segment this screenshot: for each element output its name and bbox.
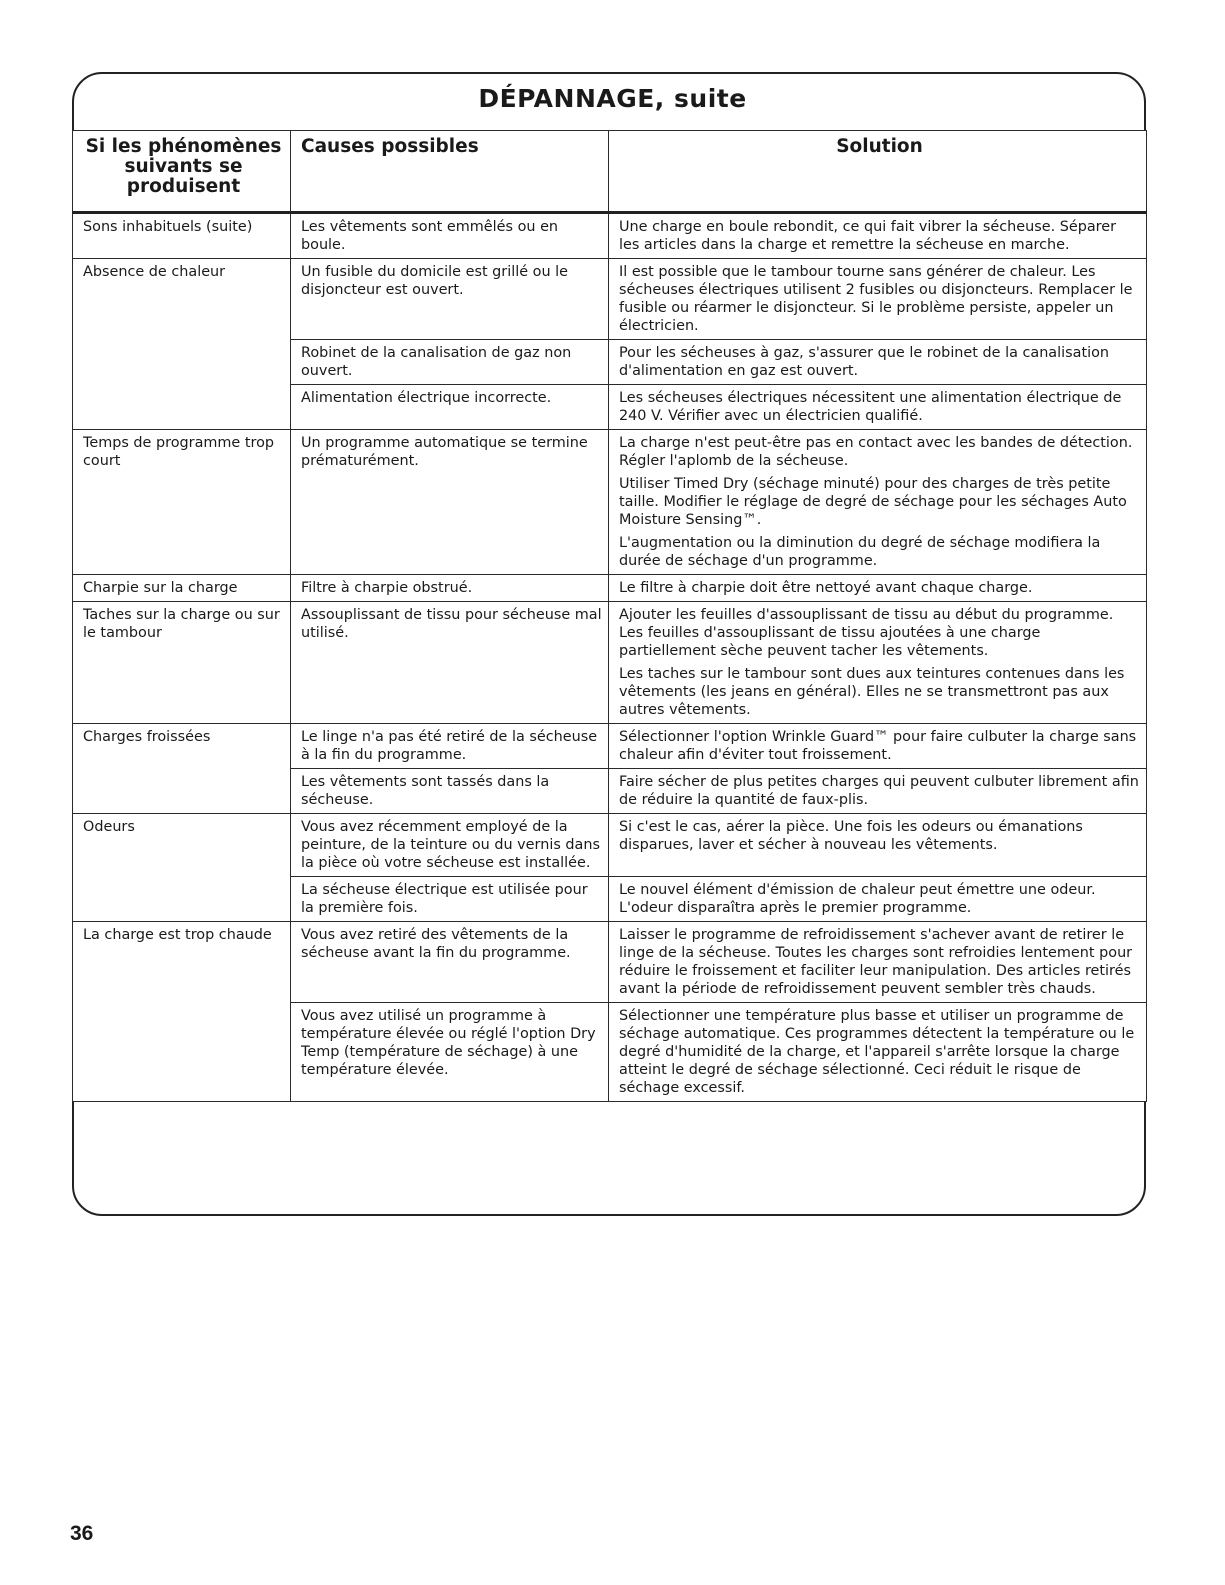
solution-cell <box>609 259 1147 340</box>
solution-paragraph: Laisser le programme de refroidissement s'achever avant de retirer le linge de la sécheuse. Toutes les charges sont refroidies lentement pour réduire le froissement et faciliter leur manipulation. Des articles retirés avant la période de refroidissement peuvent sembler très chauds. <box>619 927 1133 997</box>
solution-paragraph: Une charge en boule rebondit, ce qui fait vibrer la sécheuse. Séparer les articles dans la charge et remettre la sécheuse en marche. <box>619 219 1117 253</box>
cause-cell: Les vêtements sont emmêlés ou en boule. <box>291 213 609 259</box>
page-number: 36 <box>70 1522 94 1545</box>
solution-cell <box>609 922 1147 1003</box>
table-row <box>73 724 1147 769</box>
solution-paragraph: Ajouter les feuilles d'assouplissant de tissu au début du programme. Les feuilles d'assouplissant de tissu ajoutées à une charge partiellement sèche peuvent tacher les vêtements. <box>619 607 1114 659</box>
solution-paragraph: Les sécheuses électriques nécessitent une alimentation électrique de 240 V. Vérifier avec un électricien qualifié. <box>619 390 1122 424</box>
symptom-cell: Absence de chaleur <box>73 259 291 430</box>
solution-paragraph: La charge n'est peut-être pas en contact avec les bandes de détection. Régler l'aplomb de la sécheuse. <box>619 435 1133 469</box>
cause-cell: Les vêtements sont tassés dans la sécheuse. <box>291 769 609 814</box>
table-row <box>73 922 1147 1003</box>
table-row <box>73 430 1147 575</box>
troubleshooting-table <box>72 130 1147 1102</box>
symptom-cell: Temps de programme trop court <box>73 430 291 575</box>
solution-paragraph: Sélectionner une température plus basse et utiliser un programme de séchage automatique. Ces programmes détectent la température ou le degré d'humidité de la charge, et l'appareil s'arrête lorsque la charge atteint le degré de séchage sélectionné. Ceci réduit le risque de séchage excessif. <box>619 1008 1135 1096</box>
cause-cell: Vous avez récemment employé de la peinture, de la teinture ou du vernis dans la pièce où votre sécheuse est installée. <box>291 814 609 877</box>
symptom-cell: La charge est trop chaude <box>73 922 291 1102</box>
solution-cell <box>609 877 1147 922</box>
solution-paragraph: Les taches sur le tambour sont dues aux teintures contenues dans les vêtements (les jeans en général). Elles ne se transmettront pas aux autres vêtements. <box>619 666 1125 718</box>
solution-cell <box>609 1003 1147 1102</box>
table-row <box>73 575 1147 602</box>
solution-paragraph: Le filtre à charpie doit être nettoyé avant chaque charge. <box>619 580 1033 596</box>
table-body <box>73 213 1147 1102</box>
cause-cell: Vous avez utilisé un programme à température élevée ou réglé l'option Dry Temp (température de séchage) à une température élevée. <box>291 1003 609 1102</box>
solution-cell <box>609 575 1147 602</box>
solution-cell <box>609 385 1147 430</box>
symptom-cell: Charpie sur la charge <box>73 575 291 602</box>
solution-cell <box>609 724 1147 769</box>
solution-paragraph: Il est possible que le tambour tourne sans générer de chaleur. Les sécheuses électriques utilisent 2 fusibles ou disjoncteurs. Remplacer le fusible ou réarmer le disjoncteur. Si le problème persiste, appeler un électricien. <box>619 264 1133 334</box>
solution-cell <box>609 814 1147 877</box>
solution-cell <box>609 213 1147 259</box>
table-header-row <box>73 131 1147 213</box>
solution-cell <box>609 769 1147 814</box>
symptom-cell: Taches sur la charge ou sur le tambour <box>73 602 291 724</box>
cause-cell: Le linge n'a pas été retiré de la sécheuse à la fin du programme. <box>291 724 609 769</box>
cause-cell: Un programme automatique se termine prématurément. <box>291 430 609 575</box>
table-row <box>73 213 1147 259</box>
solution-cell <box>609 340 1147 385</box>
header-solution: Solution <box>609 131 1147 213</box>
solution-paragraph: Utiliser Timed Dry (séchage minuté) pour des charges de très petite taille. Modifier le réglage de degré de séchage pour les séchages Auto Moisture Sensing™. <box>619 476 1127 528</box>
table-row <box>73 814 1147 877</box>
cause-cell: Vous avez retiré des vêtements de la sécheuse avant la fin du programme. <box>291 922 609 1003</box>
solution-paragraph: Le nouvel élément d'émission de chaleur peut émettre une odeur. L'odeur disparaîtra après le premier programme. <box>619 882 1096 916</box>
header-symptom: Si les phénomènes suivants se produisent <box>73 131 291 213</box>
solution-cell <box>609 430 1147 575</box>
table-row <box>73 602 1147 724</box>
solution-paragraph: Faire sécher de plus petites charges qui peuvent culbuter librement afin de réduire la quantité de faux-plis. <box>619 774 1139 808</box>
cause-cell: Alimentation électrique incorrecte. <box>291 385 609 430</box>
symptom-cell: Sons inhabituels (suite) <box>73 213 291 259</box>
cause-cell: Filtre à charpie obstrué. <box>291 575 609 602</box>
solution-paragraph: L'augmentation ou la diminution du degré de séchage modifiera la durée de séchage d'un programme. <box>619 535 1101 569</box>
table-row <box>73 259 1147 340</box>
symptom-cell: Charges froissées <box>73 724 291 814</box>
solution-paragraph: Sélectionner l'option Wrinkle Guard™ pour faire culbuter la charge sans chaleur afin d'éviter tout froissement. <box>619 729 1137 763</box>
header-cause: Causes possibles <box>291 131 609 213</box>
solution-paragraph: Pour les sécheuses à gaz, s'assurer que le robinet de la canalisation d'alimentation en gaz est ouvert. <box>619 345 1110 379</box>
page-title: DÉPANNAGE, suite <box>478 84 747 113</box>
solution-cell <box>609 602 1147 724</box>
symptom-cell: Odeurs <box>73 814 291 922</box>
cause-cell: La sécheuse électrique est utilisée pour la première fois. <box>291 877 609 922</box>
cause-cell: Assouplissant de tissu pour sécheuse mal utilisé. <box>291 602 609 724</box>
cause-cell: Robinet de la canalisation de gaz non ouvert. <box>291 340 609 385</box>
solution-paragraph: Si c'est le cas, aérer la pièce. Une fois les odeurs ou émanations disparues, laver et sécher à nouveau les vêtements. <box>619 819 1083 853</box>
cause-cell: Un fusible du domicile est grillé ou le disjoncteur est ouvert. <box>291 259 609 340</box>
